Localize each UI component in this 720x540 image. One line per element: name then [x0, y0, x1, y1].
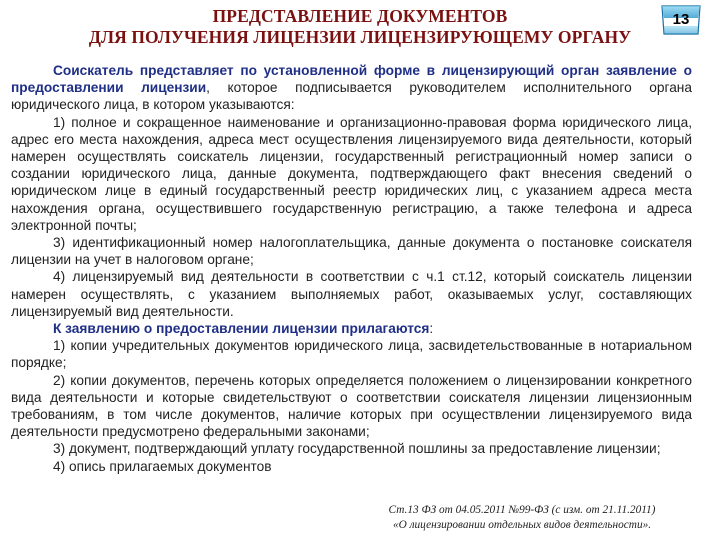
law-citation — [352, 503, 692, 533]
attachment-item: 1) копии учредительных документов юридического лица, засвидетельствованные в нотариальном порядке; — [11, 338, 692, 371]
attachments-heading-line — [11, 320, 692, 337]
application-item: 3) идентификационный номер налогоплательщика, данные документа о постановке соискателя лицензии на учет в налоговом органе; — [11, 235, 692, 268]
slide-body — [11, 62, 692, 475]
citation-line-1: Ст.13 ФЗ от 04.05.2011 №99-ФЗ (с изм. от 21.11.2011) — [388, 504, 656, 516]
attachment-item: 2) копии документов, перечень которых определяется положением о лицензировании конкретного вида деятельности и которые свидетельствуют о соответствии соискателя лицензии лицензионным требованиям, в том числе документов, наличие которых при осуществлении лицензируемого вида деятельности предусмотрено федеральными законами; — [11, 372, 692, 440]
intro-rest: , которое подписывается руководителем исполнительного органа юридического лица, в котором указываются: — [11, 80, 692, 113]
application-item: 4) лицензируемый вид деятельности в соответствии с ч.1 ст.12, который соискатель лицензии намерен осуществлять, с указанием выполняемых работ, оказываемых услуг, составляющих лицензируемый вид деятельности. — [11, 269, 692, 319]
attachment-item: 4) опись прилагаемых документов — [53, 458, 272, 474]
intro-paragraph — [11, 62, 692, 114]
attachments-heading-tail: : — [429, 321, 434, 337]
title-line-1: ПРЕДСТАВЛЕНИЕ ДОКУМЕНТОВ — [212, 6, 508, 26]
slide-title — [0, 6, 720, 48]
attachments-heading: К заявлению о предоставлении лицензии прилагаются — [53, 321, 430, 337]
intro-lead: Соискатель представляет по установленной форме в лицензирующий орган заявление о предоставлении лицензии — [11, 63, 692, 96]
attachment-item: 3) документ, подтверждающий уплату государственной пошлины за предоставление лицензии; — [53, 441, 661, 457]
title-line-2: ДЛЯ ПОЛУЧЕНИЯ ЛИЦЕНЗИИ ЛИЦЕНЗИРУЮЩЕМУ ОРГАНУ — [88, 27, 632, 47]
citation-line-2: «О лицензировании отдельных видов деятельности». — [392, 519, 652, 531]
page-number-badge — [659, 4, 703, 34]
application-item: 1) полное и сокращенное наименование и организационно-правовая форма юридического лица, адрес его места нахождения, адреса мест осуществления лицензируемого вида деятельности, который намерен осуществлять соискатель лицензии, государственный регистрационный номер записи о создании юридического лица, данные документа, подтверждающего факт внесения сведений о юридическом лице в единый государственный реестр юридических лиц, с указанием адреса места нахождения органа, осуществившего государственную регистрацию, а также телефона и адреса электронной почты; — [11, 114, 692, 233]
page-number: 13 — [672, 11, 690, 28]
